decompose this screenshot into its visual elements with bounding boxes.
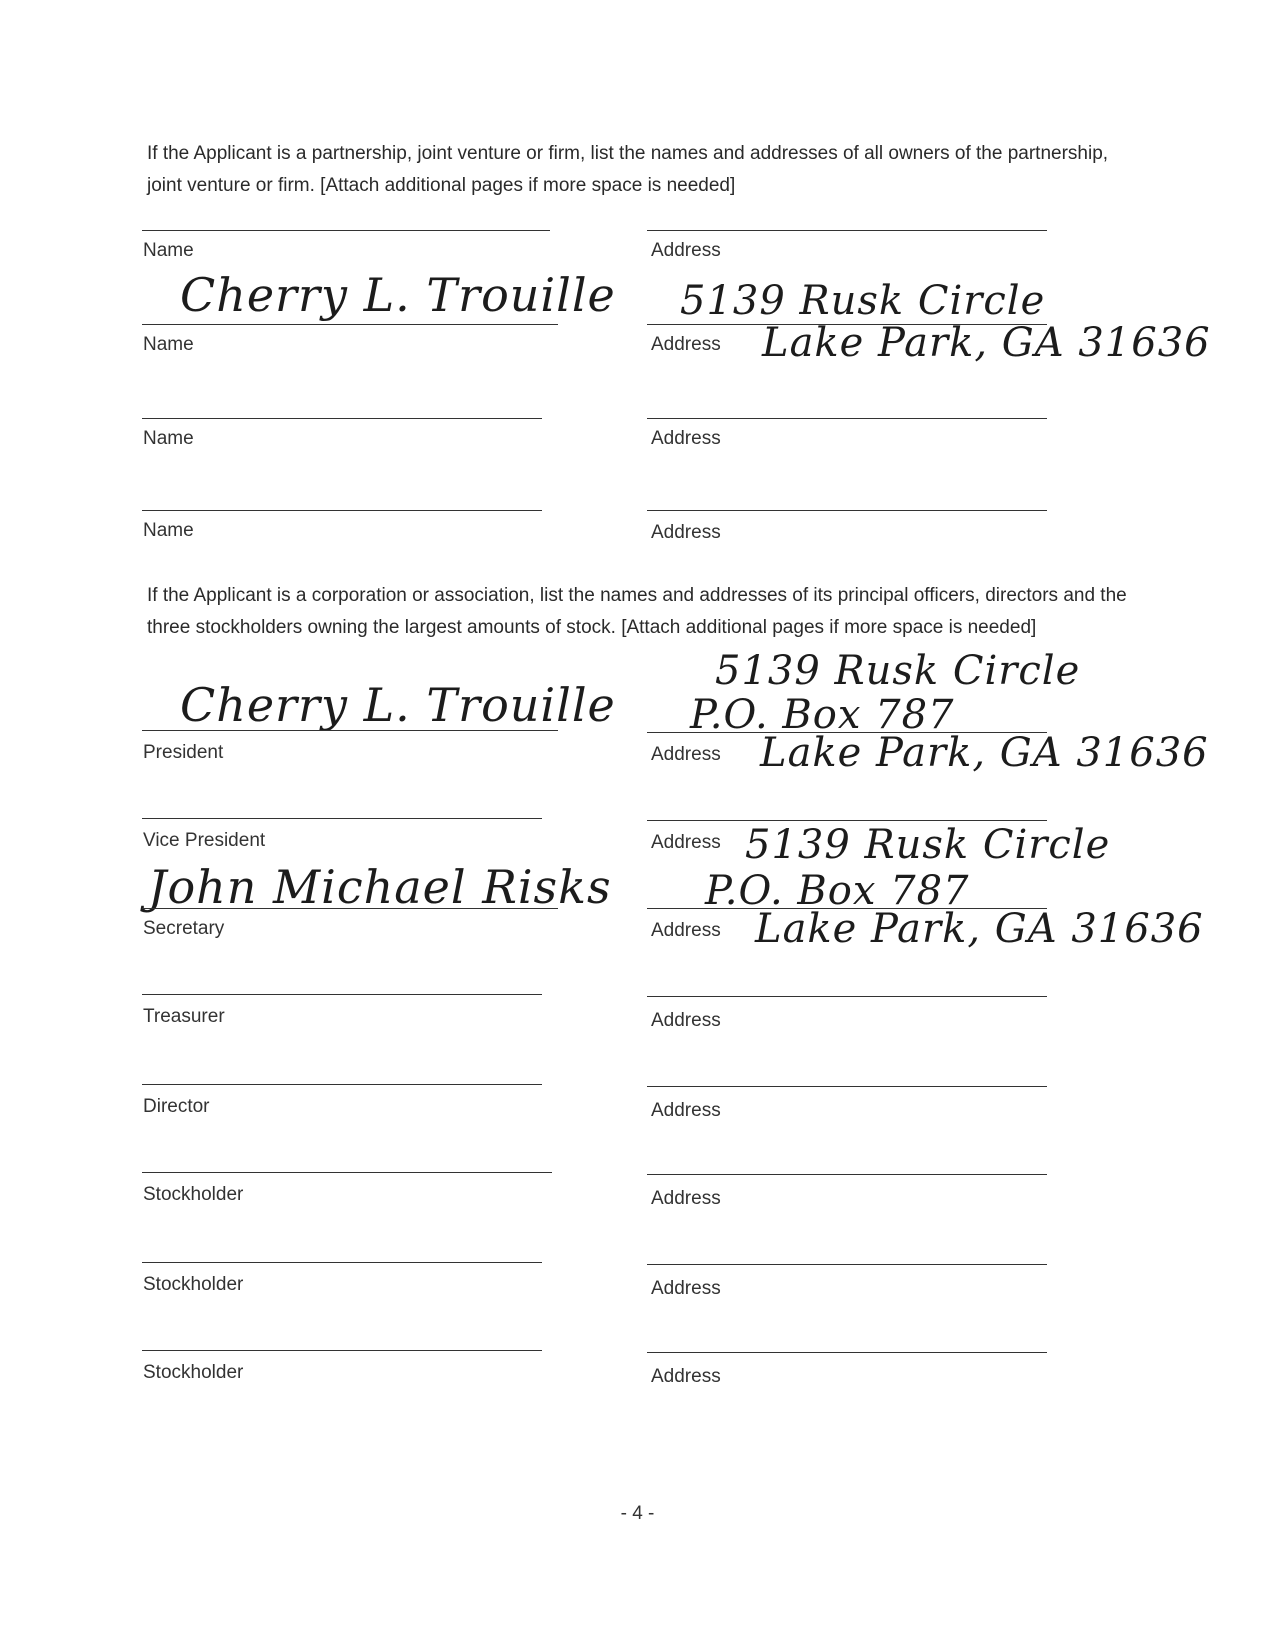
vice-president-label: Vice President <box>143 830 266 851</box>
address-line-3[interactable] <box>647 418 1047 419</box>
secretary-address-line1: 5139 Rusk Circle <box>745 822 1111 868</box>
secretary-address-line2: P.O. Box 787 <box>705 868 970 914</box>
secretary-line[interactable] <box>142 908 558 909</box>
address-label-1: Address <box>651 240 721 261</box>
stockholder-line-2[interactable] <box>142 1262 542 1263</box>
president-address-line2: P.O. Box 787 <box>690 692 955 738</box>
president-label: President <box>143 742 224 763</box>
secretary-label: Secretary <box>143 918 225 939</box>
treasurer-line[interactable] <box>142 994 542 995</box>
address-line-4[interactable] <box>647 510 1047 511</box>
treasurer-label: Treasurer <box>143 1006 225 1027</box>
secretary-address-line3: Lake Park, GA 31636 <box>755 906 1204 952</box>
name-line-3[interactable] <box>142 418 542 419</box>
vice-president-address-line[interactable] <box>647 820 1047 821</box>
address-label-3: Address <box>651 428 721 449</box>
treasurer-address-label: Address <box>651 1010 721 1031</box>
president-address-line3: Lake Park, GA 31636 <box>760 730 1209 776</box>
name-line-4[interactable] <box>142 510 542 511</box>
secretary-address-label: Address <box>651 920 721 941</box>
owner-address-line2: Lake Park, GA 31636 <box>762 320 1211 366</box>
director-label: Director <box>143 1096 210 1117</box>
owner-name-signature: Cherry L. Trouille <box>180 268 616 322</box>
name-label-2: Name <box>143 334 194 355</box>
secretary-name-signature: John Michael Risks <box>148 860 612 914</box>
owner-address-line1: 5139 Rusk Circle <box>680 278 1046 324</box>
stockholder-label-3: Stockholder <box>143 1362 244 1383</box>
stockholder-address-line-3[interactable] <box>647 1352 1047 1353</box>
address-line-1[interactable] <box>647 230 1047 231</box>
stockholder-address-label-1: Address <box>651 1188 721 1209</box>
president-line[interactable] <box>142 730 558 731</box>
president-address-line1: 5139 Rusk Circle <box>715 648 1081 694</box>
stockholder-address-line-1[interactable] <box>647 1174 1047 1175</box>
name-label-3: Name <box>143 428 194 449</box>
vice-president-line[interactable] <box>142 818 542 819</box>
partnership-instructions: If the Applicant is a partnership, joint venture or firm, list the names and addresses of all owners of the partnership, joint venture or firm. [Attach additional pages if more space is needed] <box>147 143 1109 196</box>
treasurer-address-line[interactable] <box>647 996 1047 997</box>
name-label-4: Name <box>143 520 194 541</box>
stockholder-line-1[interactable] <box>142 1172 552 1173</box>
name-line-1[interactable] <box>142 230 550 231</box>
stockholder-address-label-3: Address <box>651 1366 721 1387</box>
address-label-4: Address <box>651 522 721 543</box>
vice-president-address-label: Address <box>651 832 721 853</box>
name-line-2[interactable] <box>142 324 558 325</box>
stockholder-label-1: Stockholder <box>143 1184 244 1205</box>
stockholder-address-line-2[interactable] <box>647 1264 1047 1265</box>
address-label-2: Address <box>651 334 721 355</box>
page-number: - 4 - <box>620 1503 655 1524</box>
name-label-1: Name <box>143 240 194 261</box>
director-address-line[interactable] <box>647 1086 1047 1087</box>
stockholder-label-2: Stockholder <box>143 1274 244 1295</box>
president-name-signature: Cherry L. Trouille <box>180 678 616 732</box>
director-address-label: Address <box>651 1100 721 1121</box>
stockholder-address-label-2: Address <box>651 1278 721 1299</box>
director-line[interactable] <box>142 1084 542 1085</box>
stockholder-line-3[interactable] <box>142 1350 542 1351</box>
president-address-label: Address <box>651 744 721 765</box>
corporation-instructions: If the Applicant is a corporation or association, list the names and addresses of its principal officers, directors and the three stockholders owning the largest amounts of stock. [Attach additional pages if more space is needed] <box>147 585 1127 638</box>
